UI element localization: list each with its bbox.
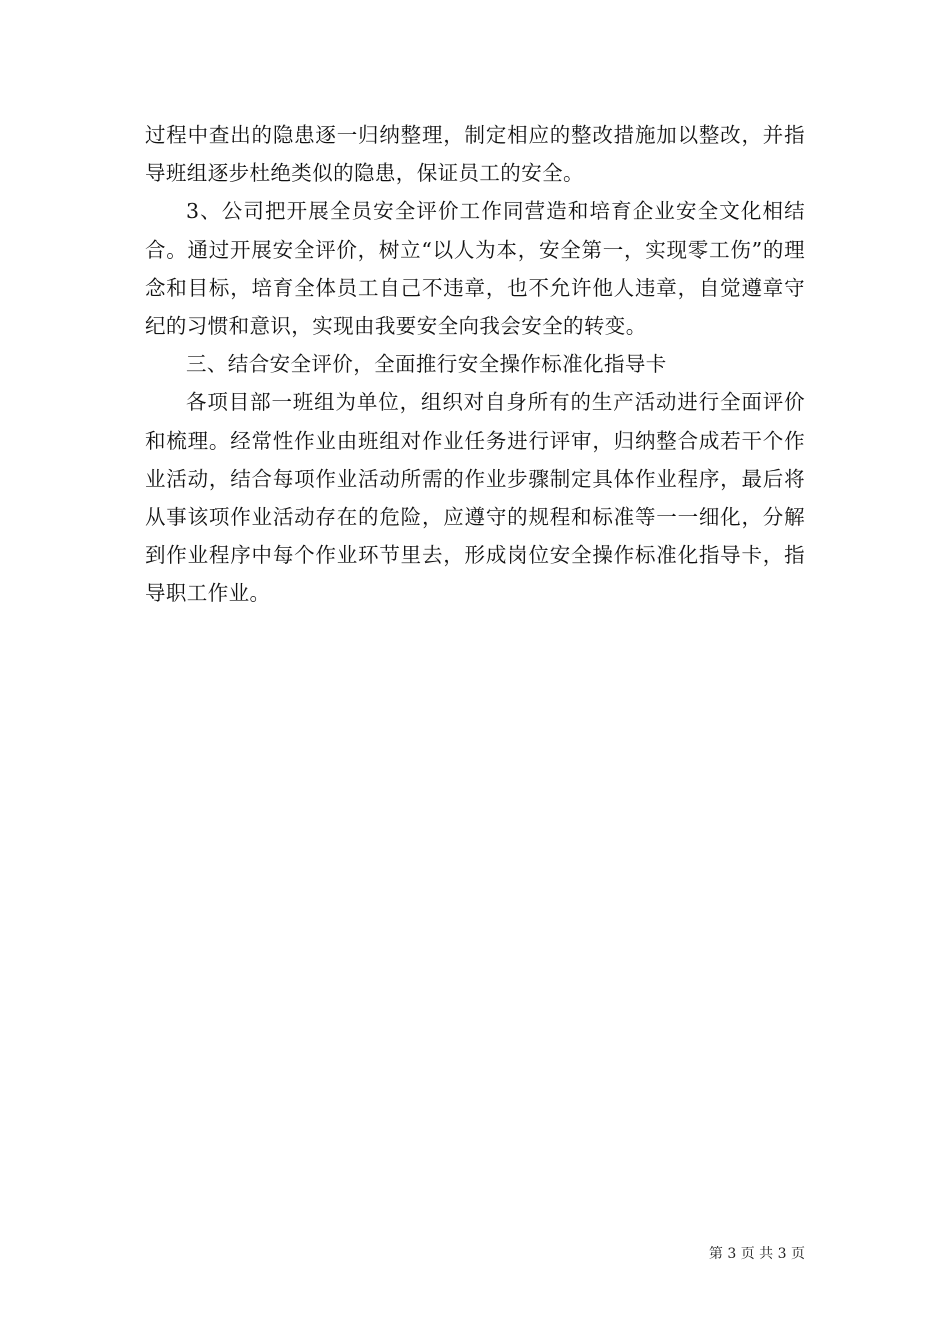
paragraph-safety-culture: 3、公司把开展全员安全评价工作同营造和培育企业安全文化相结合。通过开展安全评价，树立“以人为本，安全第一，实现零工伤”的理念和目标，培育全体员工自己不违章，也不允许他人违章，自觉遵章守纪的习惯和意识，实现由我要安全向我会安全的转变。 xyxy=(145,199,805,339)
paragraph-hazard-rectification: 过程中查出的隐患逐一归纳整理，制定相应的整改措施加以整改，并指导班组逐步杜绝类似的隐患，保证员工的安全。 xyxy=(145,123,805,186)
page-number-footer: 第 3 页 共 3 页 xyxy=(708,1246,805,1262)
document-body xyxy=(145,116,805,613)
section-heading-guidance-card: 三、结合安全评价，全面推行安全操作标准化指导卡 xyxy=(186,352,667,377)
paragraph-guidance-card-details: 各项目部一班组为单位，组织对自身所有的生产活动进行全面评价和梳理。经常性作业由班组对作业任务进行评审，归纳整合成若干个作业活动，结合每项作业活动所需的作业步骤制定具体作业程序，最后将从事该项作业活动存在的危险，应遵守的规程和标准等一一细化，分解到作业程序中每个作业环节里去，形成岗位安全操作标准化指导卡，指导职工作业。 xyxy=(145,390,805,606)
